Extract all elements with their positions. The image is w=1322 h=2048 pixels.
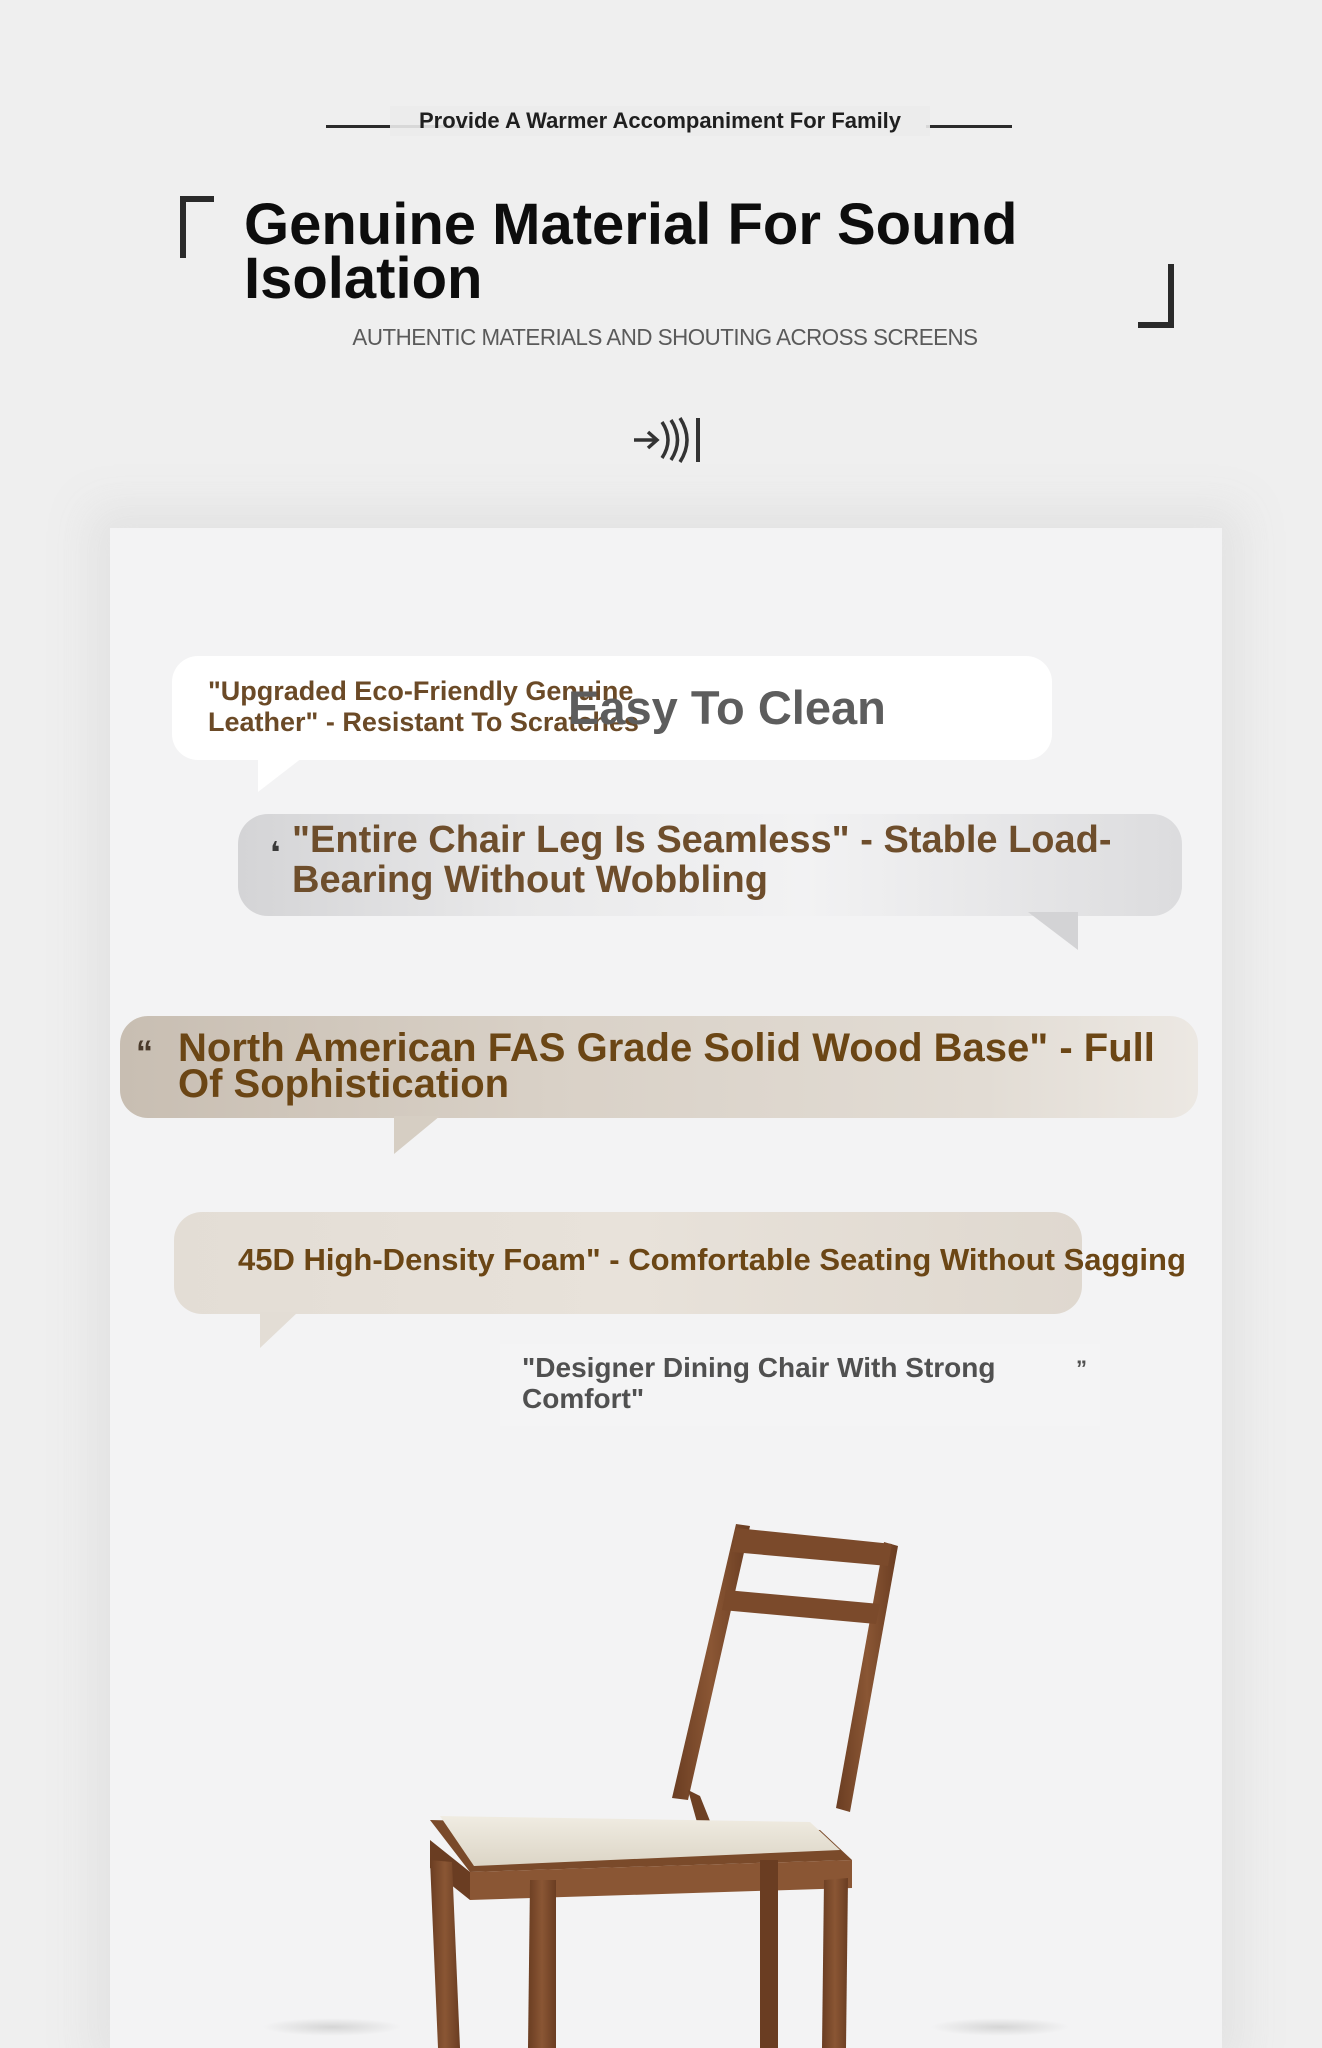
- bracket-bottom-right: [1138, 264, 1174, 328]
- bubble-tail: [1028, 912, 1078, 950]
- bracket-top-left: [180, 196, 214, 258]
- feature-easy-clean: Easy To Clean: [568, 681, 886, 734]
- page-title: Genuine Material For Sound Isolation: [244, 192, 1018, 311]
- feature-foam: 45D High-Density Foam" - Comfortable Seating Without Sagging: [238, 1242, 1186, 1277]
- feature-eco-leather: "Upgraded Eco-Friendly Genuine Leather" - Resistant To Scratches: [208, 676, 639, 737]
- tagline: Provide A Warmer Accompaniment For Family: [390, 106, 930, 136]
- quote-close-icon: ”: [1076, 1356, 1087, 1381]
- floor-shadow-right: [930, 2018, 1070, 2036]
- floor-shadow-left: [262, 2018, 402, 2036]
- dining-chair-image: [400, 1500, 920, 2048]
- quote-open-icon: ❛: [270, 837, 281, 870]
- bubble-tail: [258, 758, 302, 792]
- feature-wood-base: North American FAS Grade Solid Wood Base" - Full Of Sophistication: [178, 1026, 1155, 1106]
- feature-designer: "Designer Dining Chair With Strong Comfort": [522, 1352, 996, 1414]
- quote-open-icon: “: [136, 1034, 153, 1072]
- sound-isolation-icon: [632, 412, 706, 468]
- page-subtitle: AUTHENTIC MATERIALS AND SHOUTING ACROSS SCREENS: [352, 324, 978, 350]
- bubble-tail: [394, 1116, 440, 1154]
- bubble-tail: [260, 1312, 298, 1348]
- feature-chair-leg: "Entire Chair Leg Is Seamless" - Stable Load-Bearing Without Wobbling: [292, 819, 1112, 901]
- tagline-divider-right: [926, 125, 1012, 128]
